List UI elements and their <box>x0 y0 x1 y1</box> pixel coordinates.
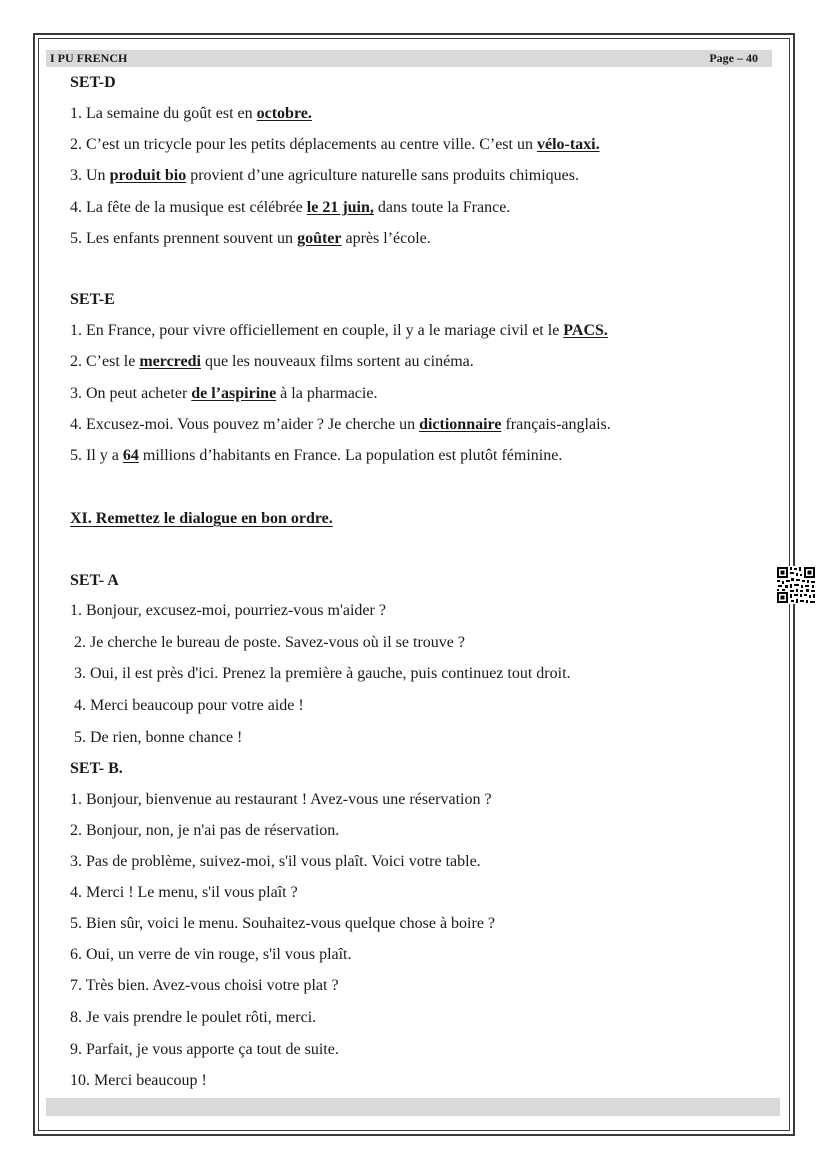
set-e-line-1: 1. En France, pour vivre officiellement en couple, il y a le mariage civil et le PACS. <box>70 322 608 339</box>
answer: PACS. <box>563 322 608 339</box>
header-page-number: Page – 40 <box>709 51 758 65</box>
answer: dictionnaire <box>419 416 502 433</box>
set-b-line: 4. Merci ! Le menu, s'il vous plaît ? <box>70 884 298 901</box>
page-footer-bar <box>46 1098 780 1116</box>
set-d-line-4: 4. La fête de la musique est célébrée le 21 juin, dans toute la France. <box>70 199 511 216</box>
set-b-title: SET- B. <box>70 760 123 777</box>
answer: de l’aspirine <box>191 385 277 402</box>
set-d-line-1: 1. La semaine du goût est en octobre. <box>70 105 312 122</box>
set-d-line-3: 3. Un produit bio provient d’une agriculture naturelle sans produits chimiques. <box>70 167 579 184</box>
answer: produit bio <box>109 167 187 184</box>
set-a-line: 4. Merci beaucoup pour votre aide ! <box>74 697 304 714</box>
set-e-line-5: 5. Il y a 64 millions d’habitants en France. La population est plutôt féminine. <box>70 447 563 464</box>
answer: vélo-taxi. <box>536 136 600 153</box>
set-b-line: 1. Bonjour, bienvenue au restaurant ! Avez-vous une réservation ? <box>70 791 492 808</box>
set-a-line: 1. Bonjour, excusez-moi, pourriez-vous m'aider ? <box>70 602 386 619</box>
set-a-line: 2. Je cherche le bureau de poste. Savez-vous où il se trouve ? <box>74 634 465 651</box>
set-b-line: 8. Je vais prendre le poulet rôti, merci. <box>70 1009 317 1026</box>
set-e-line-3: 3. On peut acheter de l’aspirine à la pharmacie. <box>70 385 378 402</box>
set-b-line: 5. Bien sûr, voici le menu. Souhaitez-vous quelque chose à boire ? <box>70 915 496 932</box>
set-b-line: 9. Parfait, je vous apporte ça tout de suite. <box>70 1041 339 1058</box>
answer: le 21 juin, <box>306 199 374 216</box>
set-e-line-2: 2. C’est le mercredi que les nouveaux films sortent au cinéma. <box>70 353 474 370</box>
answer: octobre. <box>256 105 312 122</box>
set-b-line: 3. Pas de problème, suivez-moi, s'il vous plaît. Voici votre table. <box>70 853 481 870</box>
answer: goûter <box>297 230 342 247</box>
set-b-line: 7. Très bien. Avez-vous choisi votre plat ? <box>70 977 339 994</box>
set-d-line-5: 5. Les enfants prennent souvent un goûter après l’école. <box>70 230 431 247</box>
set-e-line-4: 4. Excusez-moi. Vous pouvez m’aider ? Je cherche un dictionnaire français-anglais. <box>70 416 611 433</box>
answer: 64 <box>122 447 139 464</box>
header-course: I PU FRENCH <box>50 51 128 65</box>
set-d-title: SET-D <box>70 74 116 91</box>
set-b-line: 10. Merci beaucoup ! <box>70 1072 207 1089</box>
set-a-line: 3. Oui, il est près d'ici. Prenez la première à gauche, puis continuez tout droit. <box>74 665 571 682</box>
page-header <box>46 50 772 67</box>
set-a-title: SET- A <box>70 572 119 589</box>
set-b-line: 2. Bonjour, non, je n'ai pas de réservation. <box>70 822 340 839</box>
set-d-line-2: 2. C’est un tricycle pour les petits déplacements au centre ville. C’est un vélo-taxi. <box>70 136 600 153</box>
answer: mercredi <box>139 353 201 370</box>
qr-code-icon <box>776 566 816 604</box>
set-b-line: 6. Oui, un verre de vin rouge, s'il vous plaît. <box>70 946 352 963</box>
set-a-line: 5. De rien, bonne chance ! <box>74 729 243 746</box>
section-xi-title: XI. Remettez le dialogue en bon ordre. <box>70 510 333 527</box>
set-e-title: SET-E <box>70 291 115 308</box>
